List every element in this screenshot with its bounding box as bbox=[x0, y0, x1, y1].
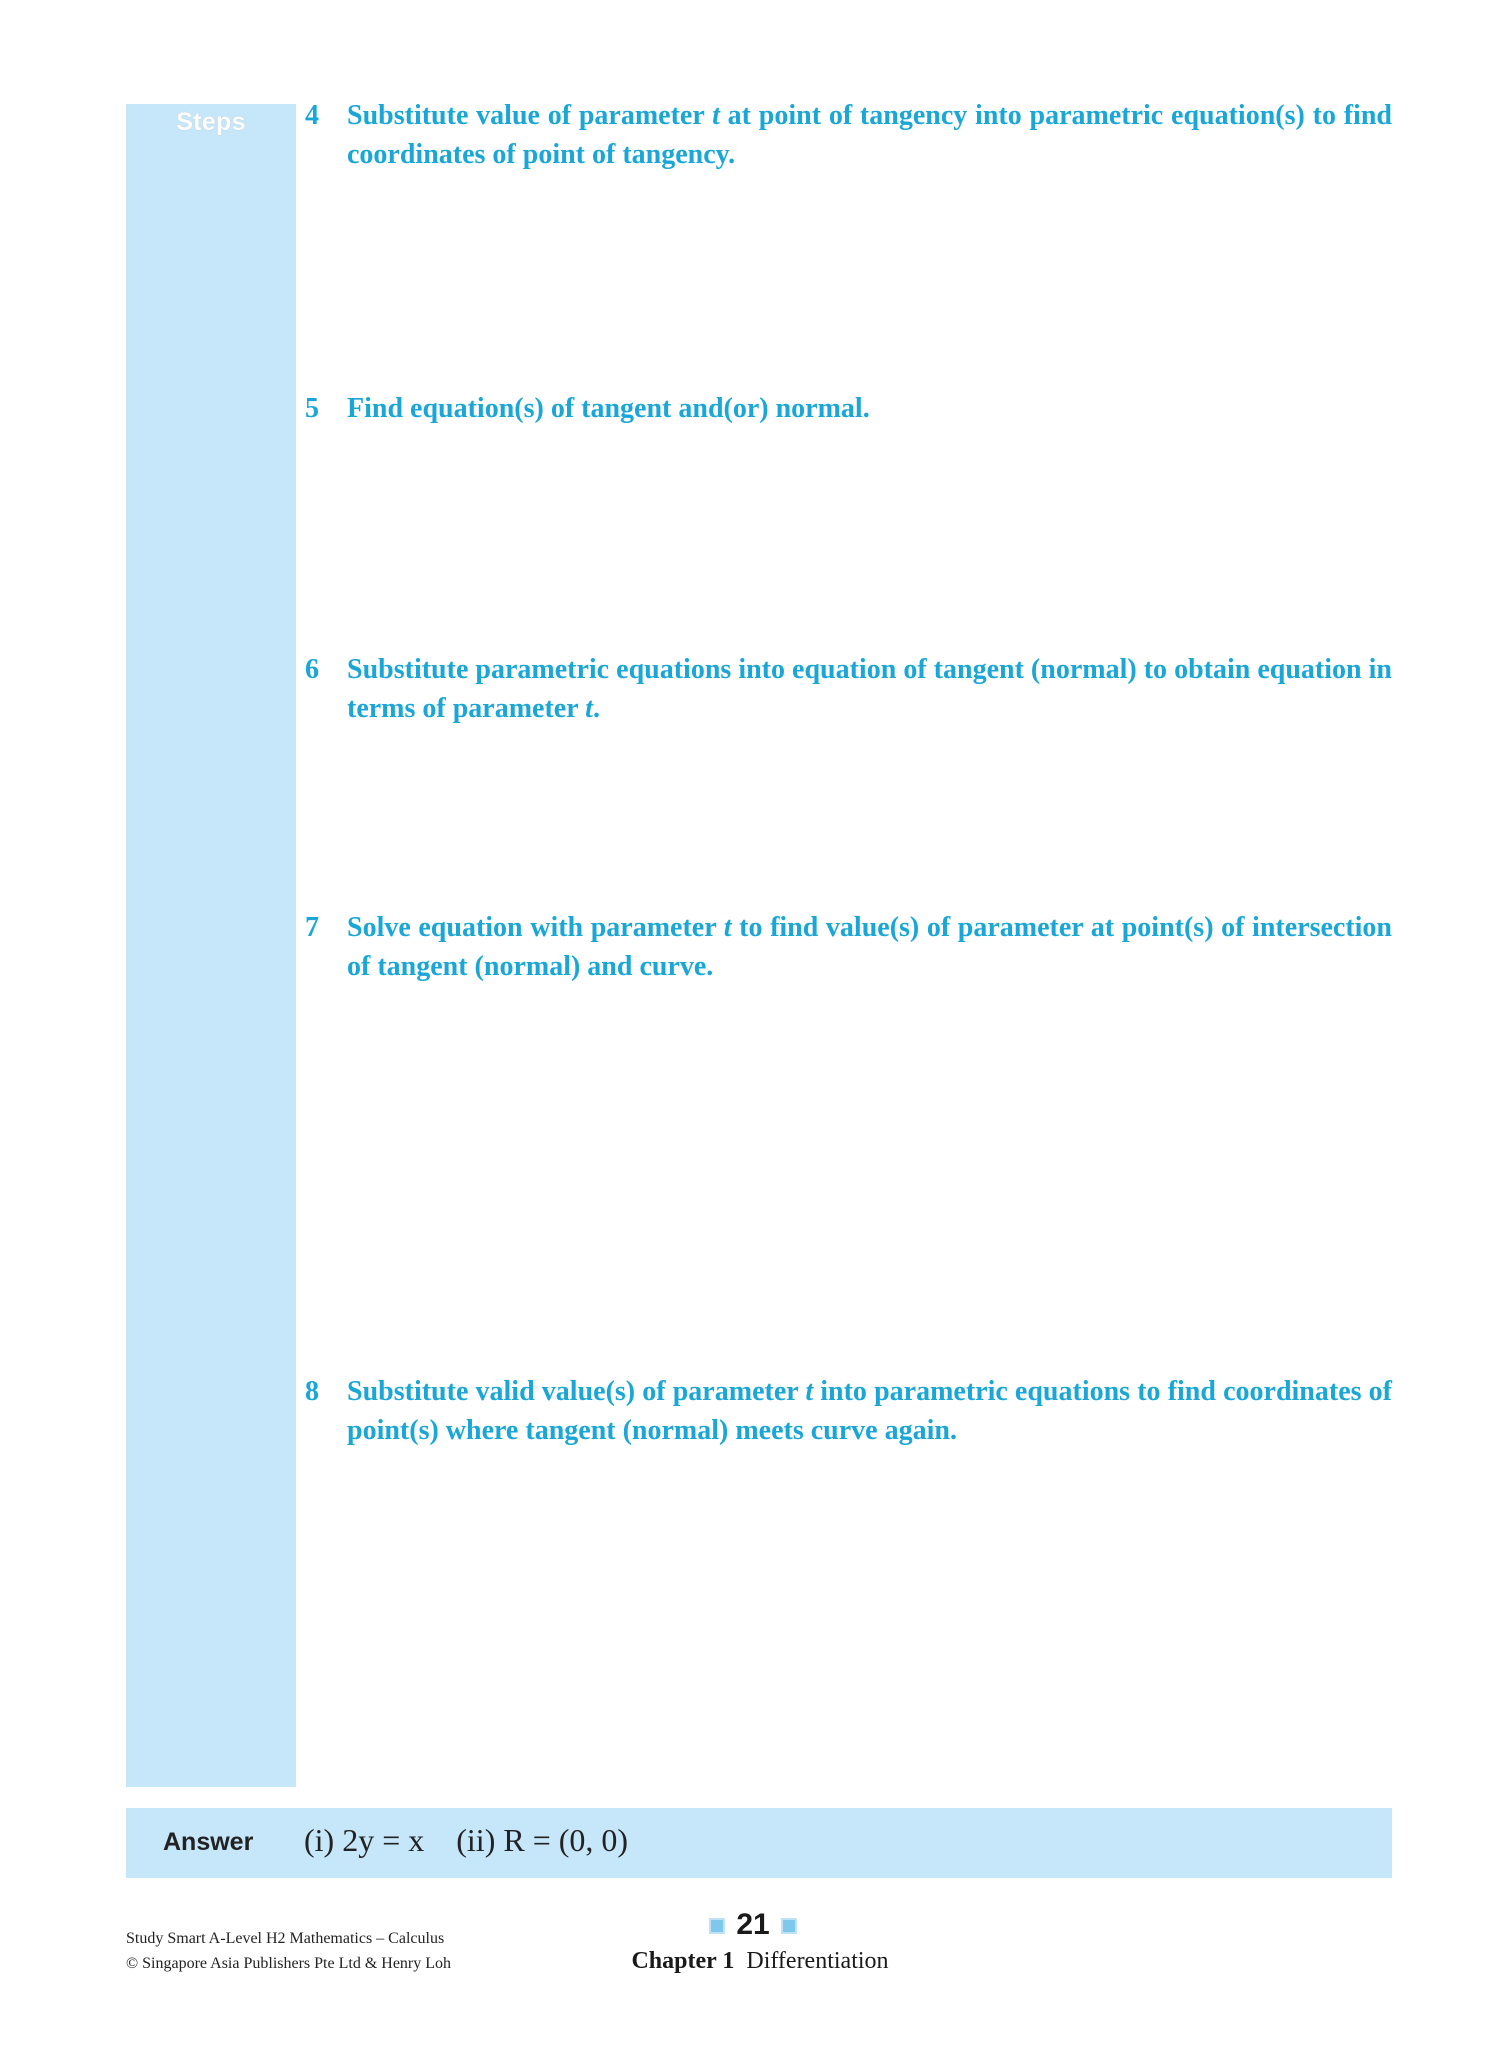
book-title: Study Smart A-Level H2 Mathematics – Calculus bbox=[126, 1930, 445, 1947]
step-text: Substitute parametric equations into equation of tangent (normal) to obtain equation in terms of parameter t. bbox=[347, 654, 1392, 724]
chapter-label: Chapter 1 Differentiation bbox=[631, 1948, 889, 1974]
step-number: 8 bbox=[305, 1376, 319, 1407]
footer-credits bbox=[126, 1926, 451, 1976]
step-number: 7 bbox=[305, 912, 319, 943]
page-number: 21 bbox=[736, 1908, 770, 1941]
answer-label: Answer bbox=[163, 1828, 254, 1856]
answer-bar bbox=[126, 1808, 1392, 1878]
step-6 bbox=[305, 650, 1392, 728]
copyright: © Singapore Asia Publishers Pte Ltd & Henry Loh bbox=[126, 1955, 452, 1972]
step-number: 6 bbox=[305, 654, 319, 685]
step-7 bbox=[305, 908, 1392, 986]
square-bullet-icon bbox=[781, 1918, 797, 1934]
step-4 bbox=[305, 96, 1392, 174]
step-number: 5 bbox=[305, 393, 319, 424]
step-text: Substitute value of parameter t at point of tangency into parametric equation(s) to find coordinates of point of tangency. bbox=[347, 100, 1392, 170]
sidebar-label: Steps bbox=[176, 108, 246, 136]
steps-sidebar bbox=[126, 104, 296, 1787]
step-text: Solve equation with parameter t to find value(s) of parameter at point(s) of intersection of tangent (normal) and curve. bbox=[347, 912, 1393, 982]
step-text: Find equation(s) of tangent and(or) normal. bbox=[347, 393, 870, 424]
answer-text: (i) 2y = x (ii) R = (0, 0) bbox=[304, 1822, 629, 1858]
step-5 bbox=[305, 389, 1392, 428]
step-text: Substitute valid value(s) of parameter t into parametric equations to find coordinates of point(s) where tangent (normal) meets curve again. bbox=[347, 1376, 1392, 1446]
step-8 bbox=[305, 1372, 1392, 1450]
step-number: 4 bbox=[305, 100, 319, 131]
